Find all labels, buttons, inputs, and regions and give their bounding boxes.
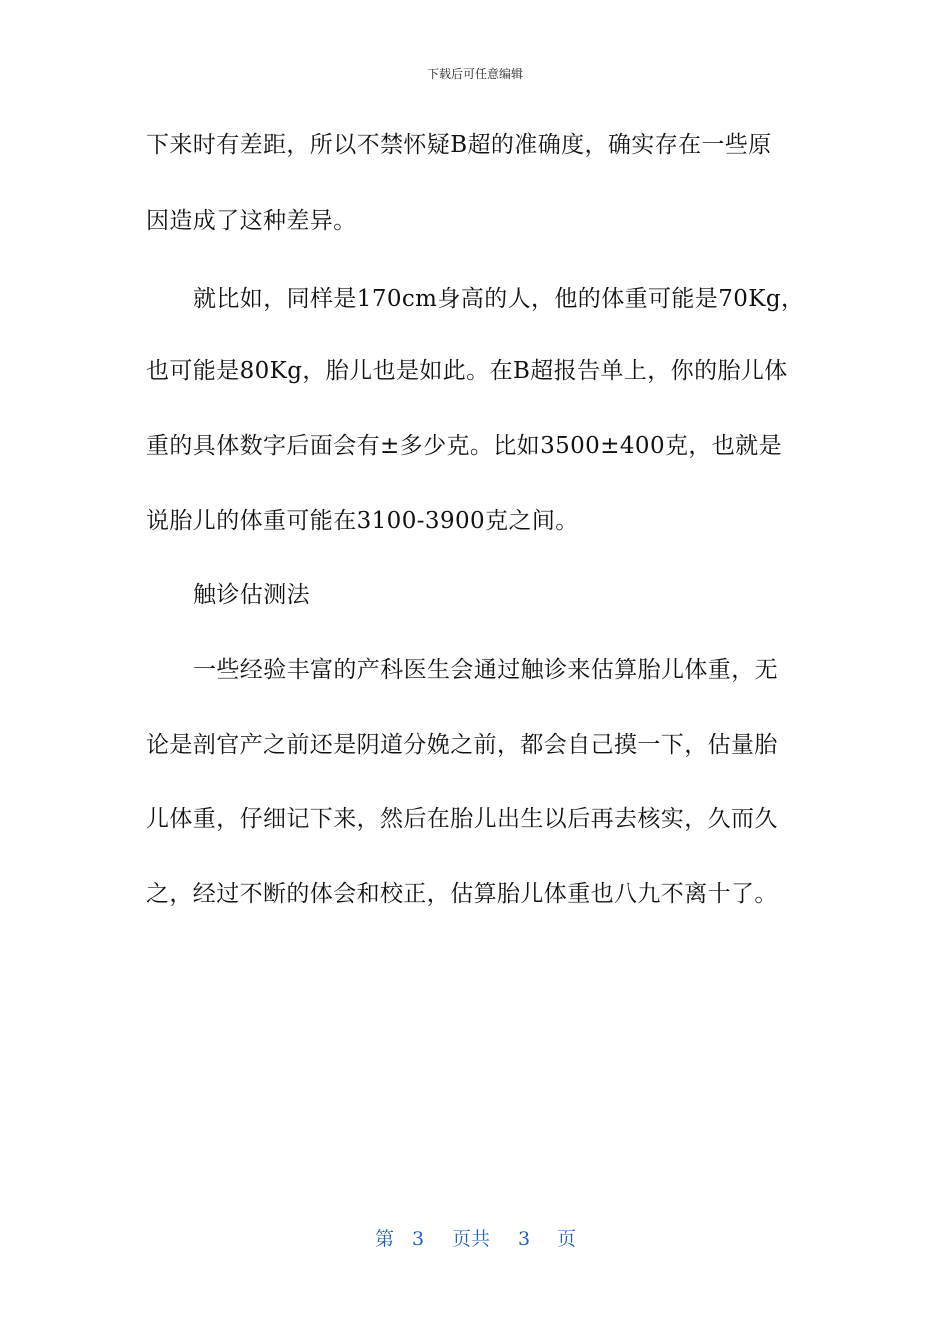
body-line: 一些经验丰富的产科医生会通过触诊来估算胎儿体重，无 — [193, 657, 778, 683]
body-line: 论是剖官产之前还是阴道分娩之前，都会自己摸一下，估量胎 — [146, 732, 778, 758]
body-line: 说胎儿的体重可能在3100-3900克之间。 — [146, 508, 579, 534]
body-line: 重的具体数字后面会有±多少克。比如3500±400克，也就是 — [146, 433, 782, 459]
body-line: 就比如，同样是170cm身高的人，他的体重可能是70Kg， — [193, 286, 805, 312]
body-line: 因造成了这种差异。 — [146, 208, 357, 234]
footer-page-suffix: 页 — [557, 1228, 577, 1250]
footer-current-page: 3 — [412, 1228, 425, 1250]
footer-total-pages: 3 — [518, 1228, 531, 1250]
header-note: 下载后可任意编辑 — [426, 67, 523, 81]
body-line: 儿体重，仔细记下来，然后在胎儿出生以后再去核实，久而久 — [146, 806, 778, 832]
footer-page-middle: 页共 — [452, 1228, 491, 1250]
section-heading: 触诊估测法 — [193, 582, 310, 608]
body-line: 下来时有差距，所以不禁怀疑B超的准确度，确实存在一些原 — [146, 132, 772, 158]
body-line: 之，经过不断的体会和校正，估算胎儿体重也八九不离十了。 — [146, 881, 778, 907]
body-line: 也可能是80Kg，胎儿也是如此。在B超报告单上，你的胎儿体 — [146, 358, 788, 384]
footer-page-prefix: 第 — [375, 1228, 395, 1250]
